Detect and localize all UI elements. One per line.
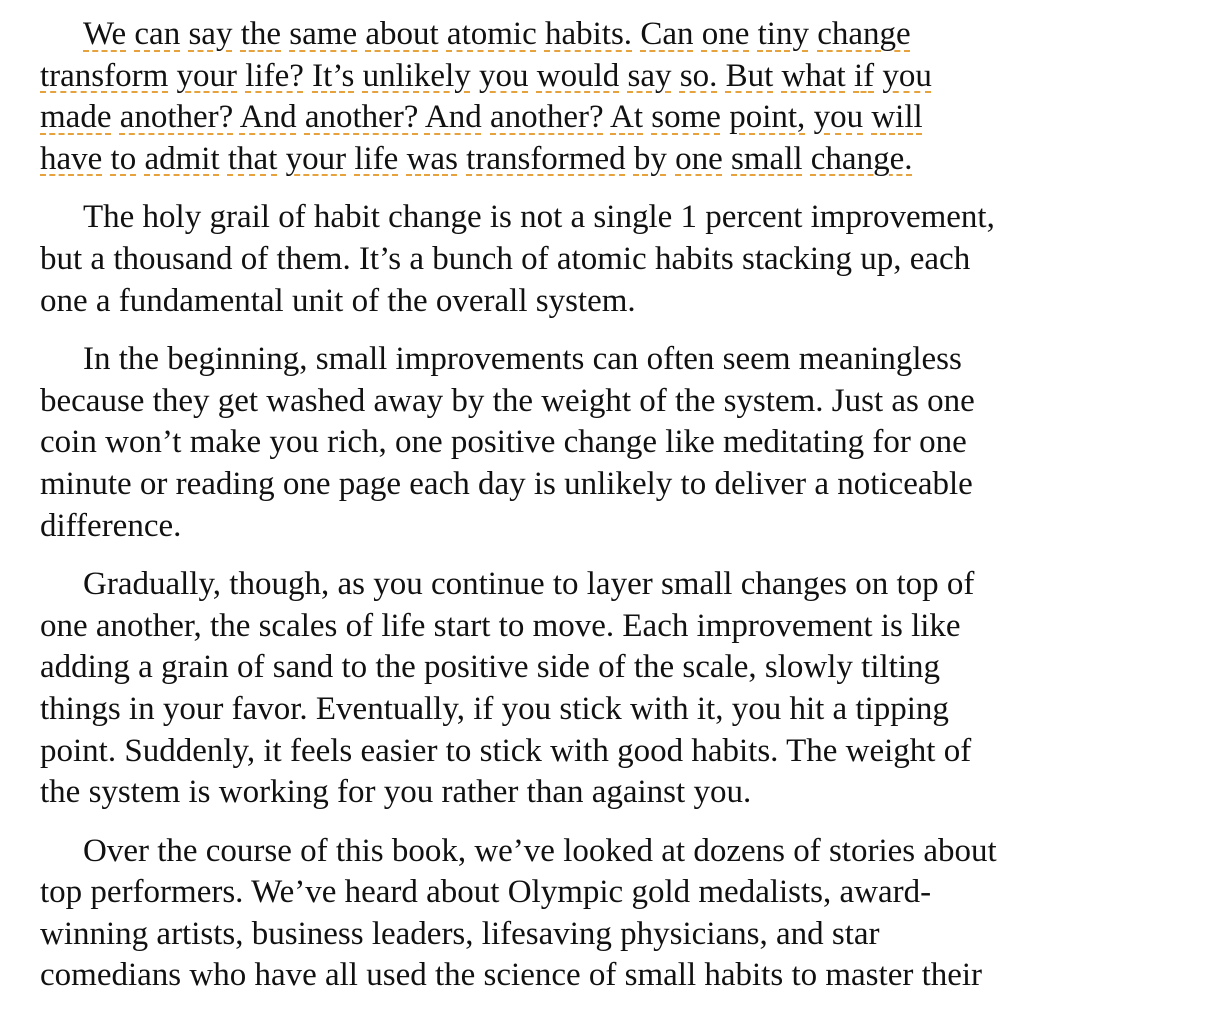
highlighted-word: We	[83, 16, 127, 52]
highlighted-word: habits.	[544, 16, 633, 52]
highlighted-word: transformed	[466, 140, 626, 177]
text-line: difference.	[40, 507, 182, 544]
highlighted-word: atomic	[446, 16, 537, 52]
text-line: but a thousand of them. It’s a bunch of atomic habits stacking up, each	[40, 240, 971, 277]
highlighted-word: small	[731, 140, 803, 177]
highlighted-word: another?	[119, 99, 234, 136]
highlighted-word: At	[610, 99, 644, 136]
highlighted-word: And	[239, 99, 297, 136]
highlighted-word: your	[176, 57, 238, 94]
text-line: In the beginning, small improvements can often seem meaningless	[83, 341, 962, 378]
highlighted-word: would	[536, 57, 620, 94]
highlighted-word: so.	[679, 57, 718, 94]
highlighted-word: say	[627, 57, 672, 94]
paragraph-1-highlighted[interactable]	[40, 14, 1200, 180]
text-line: winning artists, business leaders, lifesaving physicians, and star	[40, 915, 880, 952]
highlighted-word: about	[365, 16, 439, 52]
text-line: Gradually, though, as you continue to layer small changes on top of	[83, 566, 975, 603]
highlighted-word: change	[817, 16, 911, 52]
text-line: because they get washed away by the weight of the system. Just as one	[40, 382, 975, 419]
text-line	[40, 14, 1200, 56]
highlighted-word: the	[240, 16, 282, 52]
text-line: the system is working for you rather than against you.	[40, 774, 752, 811]
text-line: one another, the scales of life start to move. Each improvement is like	[40, 607, 961, 644]
highlighted-word: unlikely	[362, 57, 471, 94]
highlighted-word: will	[871, 99, 923, 136]
paragraph-4	[40, 564, 1200, 814]
highlighted-word: one	[701, 16, 750, 52]
highlighted-word: But	[725, 57, 774, 94]
highlighted-word: change.	[810, 140, 913, 177]
highlighted-word: you	[813, 99, 864, 136]
highlighted-word: if	[853, 57, 875, 94]
highlighted-word: another?	[304, 99, 419, 136]
highlighted-word: admit	[144, 140, 220, 177]
highlighted-word: It’s	[312, 57, 355, 94]
text-line: top performers. We’ve heard about Olympic gold medalists, award-	[40, 874, 932, 911]
highlighted-word: Can	[640, 16, 694, 52]
highlighted-word: what	[781, 57, 846, 94]
highlighted-word: some	[651, 99, 721, 136]
text-line: Over the course of this book, we’ve looked at dozens of stories about	[83, 832, 997, 869]
text-line: adding a grain of sand to the positive side of the scale, slowly tilting	[40, 649, 940, 686]
highlighted-word: And	[424, 99, 482, 136]
highlighted-word: that	[227, 140, 278, 177]
text-line: point. Suddenly, it feels easier to stick with good habits. The weight of	[40, 732, 972, 769]
highlighted-word: was	[406, 140, 458, 177]
text-line	[40, 56, 1200, 98]
text-line: The holy grail of habit change is not a single 1 percent improvement,	[83, 199, 995, 236]
highlighted-word: to	[110, 140, 137, 177]
paragraph-3	[40, 339, 1200, 547]
text-line: one a fundamental unit of the overall system.	[40, 282, 636, 319]
text-line: minute or reading one page each day is unlikely to deliver a noticeable	[40, 465, 973, 502]
paragraph-5	[40, 831, 1200, 997]
highlighted-word: say	[188, 16, 233, 52]
text-line: things in your favor. Eventually, if you stick with it, you hit a tipping	[40, 690, 949, 727]
highlighted-word: you	[479, 57, 529, 94]
highlighted-word: you	[882, 57, 932, 94]
highlighted-word: your	[285, 140, 347, 177]
highlighted-word: another?	[490, 99, 604, 136]
highlighted-word: one	[675, 140, 723, 177]
text-line	[40, 97, 1200, 139]
text-line	[40, 139, 1200, 181]
highlighted-word: point,	[729, 99, 806, 136]
highlighted-word: life?	[245, 57, 304, 94]
paragraph-2	[40, 197, 1200, 322]
highlighted-word: transform	[40, 57, 169, 94]
highlighted-word: made	[40, 99, 112, 136]
highlighted-word: by	[633, 140, 667, 177]
text-line: comedians who have all used the science of small habits to master their	[40, 957, 983, 994]
highlighted-word: have	[40, 140, 103, 177]
highlighted-word: can	[134, 16, 181, 52]
text-line: coin won’t make you rich, one positive change like meditating for one	[40, 424, 967, 461]
highlighted-word: life	[354, 140, 399, 177]
highlighted-word: tiny	[757, 16, 809, 52]
reading-page	[40, 14, 1200, 1014]
highlighted-word: same	[289, 16, 358, 52]
